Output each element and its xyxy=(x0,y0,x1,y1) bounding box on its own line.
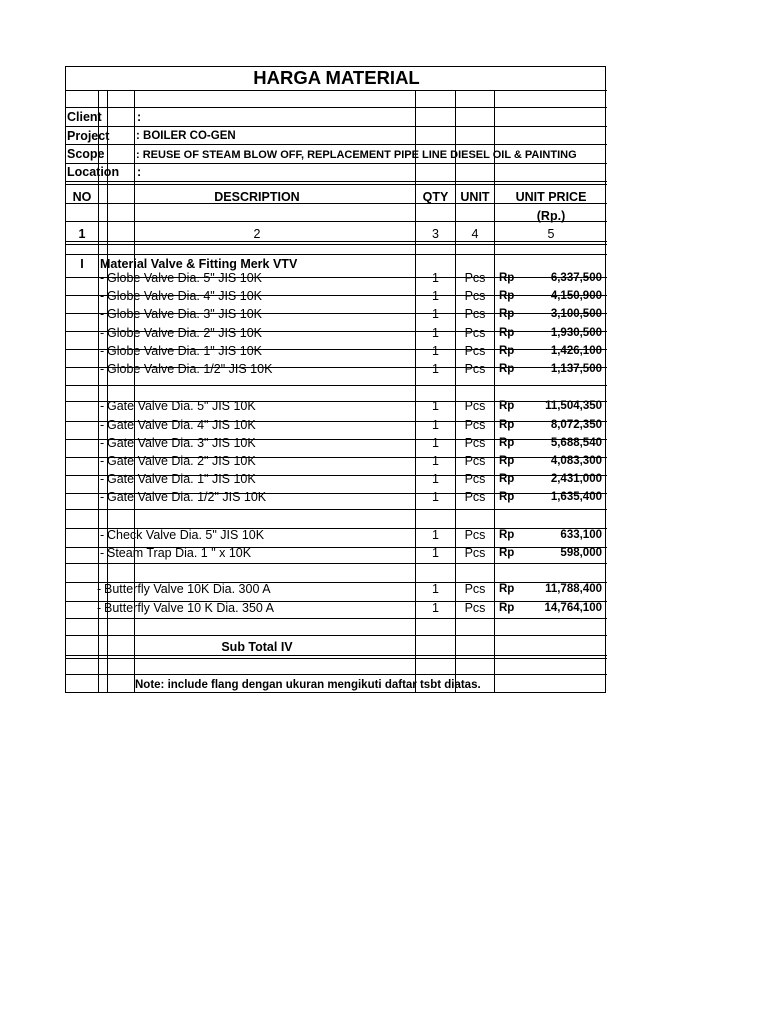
item-description: Globe Valve Dia. 1" JIS 10K xyxy=(107,344,262,358)
item-description: Gate Valve Dia. 5" JIS 10K xyxy=(107,399,256,413)
colnum-qty: 3 xyxy=(432,227,439,241)
row-line xyxy=(66,181,607,182)
item-currency: Rp xyxy=(499,455,515,467)
item-currency: Rp xyxy=(499,400,515,412)
item-currency: Rp xyxy=(499,419,515,431)
item-price: 3,100,500 xyxy=(550,308,602,320)
item-currency: Rp xyxy=(499,602,515,614)
subtotal-label: Sub Total IV xyxy=(221,640,293,654)
item-dash: - xyxy=(100,490,105,504)
scope-value: : REUSE OF STEAM BLOW OFF, REPLACEMENT PIPE LINE DIESEL OIL & PAINTING xyxy=(136,149,577,161)
item-price: 4,083,300 xyxy=(550,455,602,467)
item-dash: - xyxy=(100,454,105,468)
location-value: : xyxy=(137,165,142,179)
item-description: Gate Valve Dia. 1" JIS 10K xyxy=(107,472,256,486)
item-currency: Rp xyxy=(499,437,515,449)
item-dash: - xyxy=(100,362,105,376)
item-price: 1,635,400 xyxy=(550,491,602,503)
sheet-title: HARGA MATERIAL xyxy=(253,67,420,88)
item-unit: Pcs xyxy=(464,490,486,504)
column-line xyxy=(494,90,495,693)
item-description: Globe Valve Dia. 3" JIS 10K xyxy=(107,307,262,321)
note: Note: include flang dengan ukuran mengikuti daftar tsbt diatas. xyxy=(135,679,481,691)
header-qty: QTY xyxy=(422,190,449,204)
item-unit: Pcs xyxy=(464,399,486,413)
item-price: 5,688,540 xyxy=(550,437,602,449)
item-price: 4,150,900 xyxy=(550,290,602,302)
item-qty: 1 xyxy=(432,326,439,340)
item-qty: 1 xyxy=(432,362,439,376)
item-currency: Rp xyxy=(499,308,515,320)
item-unit: Pcs xyxy=(464,528,486,542)
row-line xyxy=(66,126,607,127)
item-description: Check Valve Dia. 5" JIS 10K xyxy=(107,528,265,542)
location-label: Location xyxy=(67,165,120,179)
item-qty: 1 xyxy=(432,601,439,615)
item-unit: Pcs xyxy=(464,271,486,285)
item-price: 8,072,350 xyxy=(550,419,602,431)
item-qty: 1 xyxy=(432,582,439,596)
item-dash: - xyxy=(97,582,102,596)
colnum-unit: 4 xyxy=(471,227,479,241)
client-label: Client xyxy=(67,110,102,124)
item-price: 11,504,350 xyxy=(545,400,602,412)
item-dash: - xyxy=(100,289,105,303)
row-line xyxy=(66,618,607,619)
header-no: NO xyxy=(72,190,92,204)
item-currency: Rp xyxy=(499,327,515,339)
colnum-price: 5 xyxy=(547,227,555,241)
item-unit: Pcs xyxy=(464,362,486,376)
item-qty: 1 xyxy=(432,271,439,285)
item-currency: Rp xyxy=(499,547,515,559)
row-line xyxy=(66,254,607,255)
item-qty: 1 xyxy=(432,472,439,486)
row-line xyxy=(66,107,607,108)
row-line xyxy=(66,509,607,510)
item-description: Globe Valve Dia. 2" JIS 10K xyxy=(107,326,262,340)
item-description: Steam Trap Dia. 1 " x 10K xyxy=(107,546,252,560)
item-description: Gate Valve Dia. 3" JIS 10K xyxy=(107,436,256,450)
scope-label: Scope xyxy=(67,147,105,161)
row-line xyxy=(66,655,607,656)
item-price: 1,137,500 xyxy=(550,363,602,375)
item-currency: Rp xyxy=(499,345,515,357)
row-line xyxy=(66,244,607,245)
row-line xyxy=(66,563,607,564)
item-currency: Rp xyxy=(499,272,515,284)
item-currency: Rp xyxy=(499,363,515,375)
item-qty: 1 xyxy=(432,307,439,321)
item-price: 1,930,500 xyxy=(550,327,602,339)
item-qty: 1 xyxy=(432,399,439,413)
item-description: Gate Valve Dia. 1/2" JIS 10K xyxy=(107,490,267,504)
row-line xyxy=(66,385,607,386)
item-description: Globe Valve Dia. 4" JIS 10K xyxy=(107,289,262,303)
item-unit: Pcs xyxy=(464,546,486,560)
client-value: : xyxy=(137,110,142,124)
row-line xyxy=(66,90,607,91)
item-unit: Pcs xyxy=(464,601,486,615)
item-dash: - xyxy=(100,326,105,340)
item-price: 598,000 xyxy=(560,547,602,559)
item-unit: Pcs xyxy=(464,472,486,486)
item-currency: Rp xyxy=(499,491,515,503)
item-dash: - xyxy=(100,546,105,560)
item-dash: - xyxy=(100,344,105,358)
colnum-no: 1 xyxy=(78,227,86,241)
item-currency: Rp xyxy=(499,583,515,595)
item-unit: Pcs xyxy=(464,582,486,596)
item-unit: Pcs xyxy=(464,326,486,340)
item-description: Globe Valve Dia. 1/2" JIS 10K xyxy=(107,362,273,376)
row-line xyxy=(66,658,607,659)
row-line xyxy=(66,184,607,185)
item-dash: - xyxy=(100,307,105,321)
item-unit: Pcs xyxy=(464,344,486,358)
item-price: 1,426,100 xyxy=(550,345,602,357)
item-unit: Pcs xyxy=(464,307,486,321)
item-price: 2,431,000 xyxy=(550,473,602,485)
price-sheet xyxy=(65,66,606,693)
item-dash: - xyxy=(100,399,105,413)
colnum-description: 2 xyxy=(253,227,261,241)
item-dash: - xyxy=(100,436,105,450)
item-unit: Pcs xyxy=(464,436,486,450)
item-dash: - xyxy=(100,472,105,486)
item-unit: Pcs xyxy=(464,289,486,303)
item-price: 11,788,400 xyxy=(545,583,602,595)
section-title: Material Valve & Fitting Merk VTV xyxy=(100,257,298,271)
item-dash: - xyxy=(97,601,102,615)
item-qty: 1 xyxy=(432,289,439,303)
header-description: DESCRIPTION xyxy=(214,190,300,204)
item-qty: 1 xyxy=(432,436,439,450)
header-unit-price: UNIT PRICE xyxy=(515,190,587,204)
item-description: Butterfly Valve 10K Dia. 300 A xyxy=(104,582,271,596)
item-dash: - xyxy=(100,271,105,285)
item-dash: - xyxy=(100,418,105,432)
row-line xyxy=(66,635,607,636)
item-description: Gate Valve Dia. 2" JIS 10K xyxy=(107,454,256,468)
project-label: Project xyxy=(67,129,110,143)
project-value: : BOILER CO-GEN xyxy=(136,130,236,142)
item-qty: 1 xyxy=(432,344,439,358)
row-line xyxy=(66,163,607,164)
item-qty: 1 xyxy=(432,454,439,468)
section-number: I xyxy=(80,257,84,271)
item-dash: - xyxy=(100,528,105,542)
item-unit: Pcs xyxy=(464,418,486,432)
item-currency: Rp xyxy=(499,473,515,485)
item-currency: Rp xyxy=(499,290,515,302)
item-qty: 1 xyxy=(432,546,439,560)
item-qty: 1 xyxy=(432,490,439,504)
item-qty: 1 xyxy=(432,528,439,542)
item-description: Butterfly Valve 10 K Dia. 350 A xyxy=(104,601,275,615)
item-price: 633,100 xyxy=(560,529,602,541)
item-description: Globe Valve Dia. 5" JIS 10K xyxy=(107,271,262,285)
item-qty: 1 xyxy=(432,418,439,432)
item-currency: Rp xyxy=(499,529,515,541)
header-unit-price-sub: (Rp.) xyxy=(536,209,566,223)
item-unit: Pcs xyxy=(464,454,486,468)
row-line xyxy=(66,144,607,145)
item-price: 14,764,100 xyxy=(544,602,602,614)
item-price: 6,337,500 xyxy=(550,272,602,284)
header-unit: UNIT xyxy=(460,190,490,204)
item-description: Gate Valve Dia. 4" JIS 10K xyxy=(107,418,256,432)
row-line xyxy=(66,674,607,675)
